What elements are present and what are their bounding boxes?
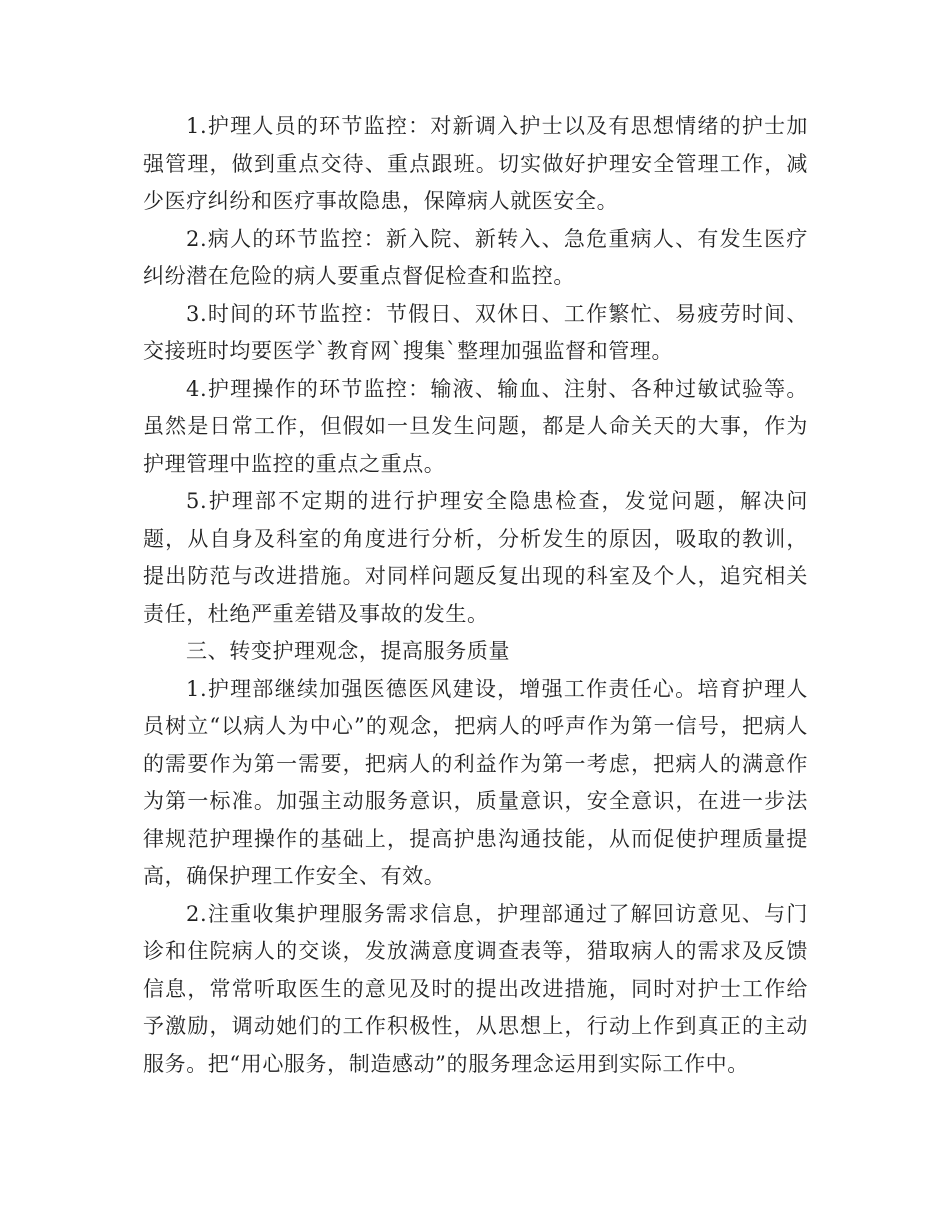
paragraph-patient-monitoring: 2.病人的环节监控：新入院、新转入、急危重病人、有发生医疗纠纷潜在危险的病人要重点督促检查和监控。 [143,226,808,288]
document-body [143,108,808,1083]
paragraph-feedback-collection: 2.注重收集护理服务需求信息，护理部通过了解回访意见、与门诊和住院病人的交谈，发放满意度调查表等，猎取病人的需求及反馈信息，常常听取医生的意见及时的提出改进措施，同时对护士工作给予激励，调动她们的工作积极性，从思想上，行动上作到真正的主动服务。把“用心服务，制造感动”的服务理念运用到实际工作中。 [143,901,808,1076]
paragraph-ethics-building: 1.护理部继续加强医德医风建设，增强工作责任心。培育护理人员树立“以病人为中心”的观念，把病人的呼声作为第一信号，把病人的需要作为第一需要，把病人的利益作为第一考虑，把病人的满意作为第一标准。加强主动服务意识，质量意识，安全意识，在进一步法律规范护理操作的基础上，提高护患沟通技能，从而促使护理质量提高，确保护理工作安全、有效。 [143,676,808,888]
paragraph-time-monitoring: 3.时间的环节监控：节假日、双休日、工作繁忙、易疲劳时间、交接班时均要医学`教育网`搜集`整理加强监督和管理。 [143,301,808,363]
section-heading: 三、转变护理观念，提高服务质量 [186,639,511,663]
paragraph-operation-monitoring: 4.护理操作的环节监控：输液、输血、注射、各种过敏试验等。虽然是日常工作，但假如一旦发生问题，都是人命关天的大事，作为护理管理中监控的重点之重点。 [143,376,808,476]
paragraph-safety-inspection: 5.护理部不定期的进行护理安全隐患检查，发觉问题，解决问题，从自身及科室的角度进行分析，分析发生的原因，吸取的教训，提出防范与改进措施。对同样问题反复出现的科室及个人，追究相关责任，杜绝严重差错及事故的发生。 [143,489,808,626]
paragraph-nurse-monitoring: 1.护理人员的环节监控：对新调入护士以及有思想情绪的护士加强管理，做到重点交待、重点跟班。切实做好护理安全管理工作，减少医疗纠纷和医疗事故隐患，保障病人就医安全。 [143,114,808,213]
